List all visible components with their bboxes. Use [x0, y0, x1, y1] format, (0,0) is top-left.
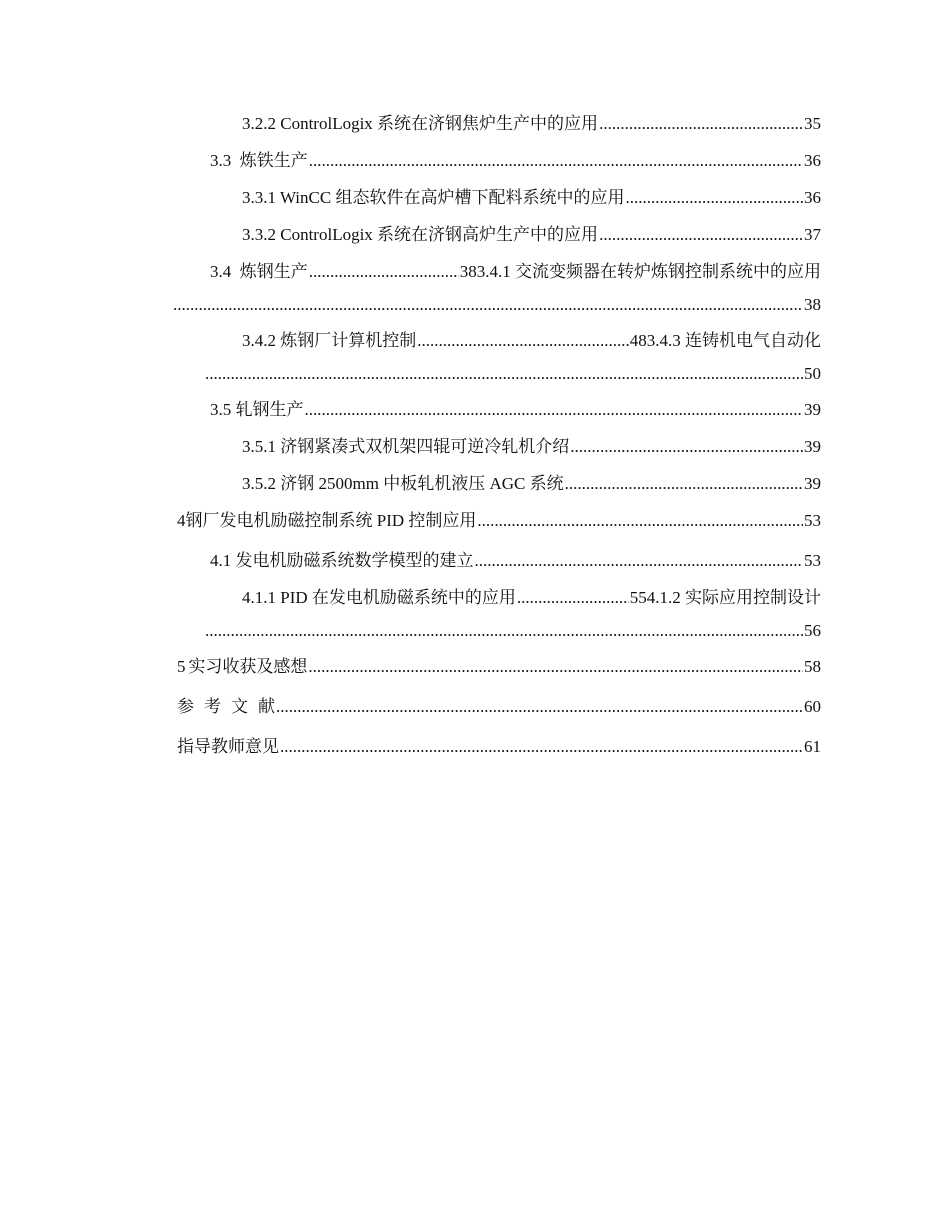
toc-title: 参考文献 [177, 697, 285, 716]
toc-entry[interactable] [0, 112, 950, 136]
toc-leader [308, 655, 803, 679]
toc-title: 实习收获及感想 [188, 657, 308, 676]
toc-title: 3.5.2 济钢 2500mm 中板轧机液压 AGC 系统 [242, 474, 564, 493]
toc-leader [309, 149, 803, 173]
toc-page-number: 60 [804, 697, 821, 716]
toc-entry[interactable] [0, 695, 950, 719]
toc-leader [205, 362, 803, 386]
toc-page-number: 36 [804, 151, 821, 170]
toc-title-continuation: 383.4.1 交流变频器在转炉炼钢控制系统中的应用 [459, 262, 821, 281]
toc-page-number: 39 [804, 437, 821, 456]
toc-page-number: 58 [804, 657, 821, 676]
toc-entry[interactable] [0, 549, 950, 573]
toc-leader [417, 329, 629, 353]
toc-leader [477, 509, 803, 533]
toc-leader [570, 435, 803, 459]
toc-page-number: 39 [804, 400, 821, 419]
toc-title: 3.2.2 ControlLogix 系统在济钢焦炉生产中的应用 [242, 114, 599, 133]
toc-title: 3.3 炼铁生产 [210, 151, 308, 170]
toc-entry[interactable] [0, 260, 950, 284]
toc-entry[interactable] [0, 149, 950, 173]
toc-title: 4.1 发电机励磁系统数学模型的建立 [210, 551, 474, 570]
toc-title: 3.5.1 济钢紧凑式双机架四辊可逆冷轧机介绍 [242, 437, 570, 456]
toc-title-continuation: 483.4.3 连铸机电气自动化 [629, 331, 821, 350]
toc-title: 3.4 炼钢生产 [210, 262, 308, 281]
toc-page-number: 39 [804, 474, 821, 493]
toc-leader [625, 186, 803, 210]
toc-entry[interactable] [0, 329, 950, 353]
toc-page-number: 53 [804, 551, 821, 570]
toc-entry-wrap [0, 362, 950, 386]
toc-leader [565, 472, 803, 496]
toc-leader [309, 260, 459, 284]
toc-title-continuation: 554.1.2 实际应用控制设计 [629, 588, 821, 607]
toc-title: 3.3.2 ControlLogix 系统在济钢高炉生产中的应用 [242, 225, 599, 244]
toc-title: 3.3.1 WinCC 组态软件在高炉槽下配料系统中的应用 [242, 188, 625, 207]
toc-title: 3.4.2 炼钢厂计算机控制 [242, 331, 417, 350]
toc-leader [276, 695, 803, 719]
toc-page-number: 61 [804, 737, 821, 756]
toc-entry[interactable] [0, 735, 950, 759]
toc-title: 钢厂发电机励磁控制系统 PID 控制应用 [185, 511, 477, 530]
toc-leader [280, 735, 803, 759]
toc-page-number: 50 [804, 364, 821, 383]
toc-entry[interactable] [0, 586, 950, 610]
toc-page-number: 38 [804, 295, 821, 314]
toc-entry[interactable] [0, 398, 950, 422]
toc-page-number: 36 [804, 188, 821, 207]
toc-entry[interactable] [0, 223, 950, 247]
toc-entry[interactable] [0, 472, 950, 496]
toc-chapter-number: 5 [177, 657, 186, 676]
toc-entry-wrap [0, 293, 950, 317]
toc-page-number: 37 [804, 225, 821, 244]
toc-leader [517, 586, 629, 610]
toc-page-number: 53 [804, 511, 821, 530]
toc-entry[interactable] [0, 186, 950, 210]
toc-title: 3.5 轧钢生产 [210, 400, 304, 419]
toc-leader [205, 619, 803, 643]
toc-page-number: 35 [804, 114, 821, 133]
toc-entry[interactable] [0, 435, 950, 459]
toc-title: 指导教师意见 [177, 737, 279, 756]
toc-leader [475, 549, 804, 573]
toc-entry[interactable] [0, 655, 950, 679]
toc-entry[interactable] [0, 509, 950, 533]
toc-chapter-number: 4 [177, 511, 186, 530]
toc-leader [305, 398, 804, 422]
toc-page-number: 56 [804, 621, 821, 640]
toc-leader [599, 112, 803, 136]
toc-leader [173, 293, 803, 317]
toc-entry-wrap [0, 619, 950, 643]
toc-title: 4.1.1 PID 在发电机励磁系统中的应用 [242, 588, 516, 607]
toc-leader [599, 223, 803, 247]
